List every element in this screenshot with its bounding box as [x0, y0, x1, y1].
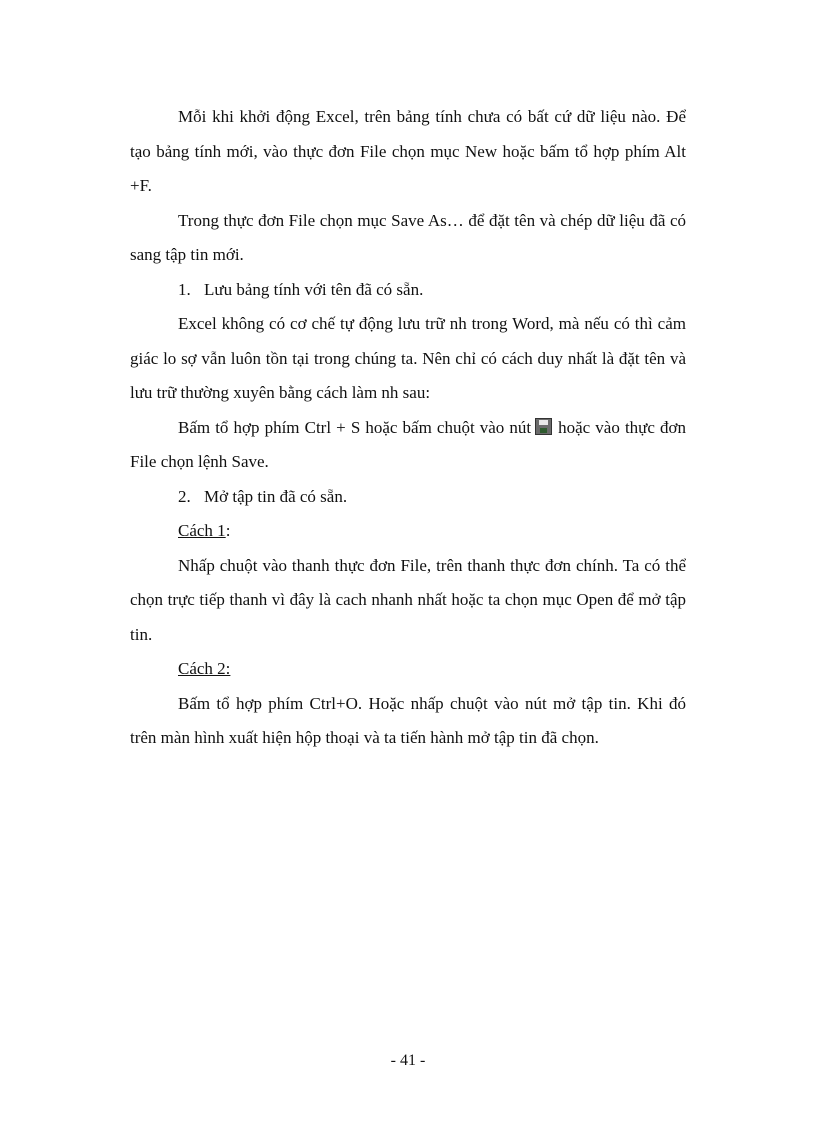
list-number: 2.	[178, 486, 191, 506]
page-body	[130, 100, 686, 756]
paragraph-autosave-note: Excel không có cơ chế tự động lưu trữ nh trong Word, mà nếu có thì cảm giác lo sợ vẫn luôn tồn tại trong chúng ta. Nên chỉ có cách duy nhất là đặt tên và lưu trữ thường xuyên bằng cách làm nh sau:	[130, 314, 686, 402]
method-1-heading	[130, 514, 686, 549]
floppy-disk-save-icon	[535, 418, 552, 435]
ctrl-s-text-before: Bấm tổ hợp phím Ctrl + S hoặc bấm chuột vào nút	[178, 417, 532, 437]
ctrl-s-text-after: hoặc vào thực đơn File chọn lệnh Save.	[130, 417, 686, 471]
method-1-label: Cách 1	[178, 521, 226, 540]
page-number: - 41 -	[390, 1052, 426, 1069]
list-number: 1.	[178, 279, 191, 299]
method-1-colon: :	[225, 521, 231, 540]
method-2-heading	[130, 652, 686, 687]
list-item-text: Lưu bảng tính với tên đã có sẵn.	[204, 279, 424, 299]
list-item-open-existing	[130, 480, 686, 515]
paragraph-new-workbook: Mỗi khi khởi động Excel, trên bảng tính chưa có bất cứ dữ liệu nào. Để tạo bảng tính mới, vào thực đơn File chọn mục New hoặc bấm tổ hợp phím Alt +F.	[130, 107, 686, 195]
paragraph-save-as: Trong thực đơn File chọn mục Save As… để đặt tên và chép dữ liệu đã có sang tập tin mới.	[130, 210, 686, 264]
paragraph-method-2: Bấm tổ hợp phím Ctrl+O. Hoặc nhấp chuột vào nút mở tập tin. Khi đó trên màn hình xuất hiện hộp thoại và ta tiến hành mở tập tin đã chọn.	[130, 693, 686, 747]
paragraph-method-1: Nhấp chuột vào thanh thực đơn File, trên thanh thực đơn chính. Ta có thể chọn trực tiếp thanh vì đây là cach nhanh nhất hoặc ta chọn mục Open để mở tập tin.	[130, 555, 686, 644]
method-2-label: Cách 2:	[178, 659, 231, 678]
list-item-save-existing	[130, 273, 686, 308]
paragraph-ctrl-s	[130, 411, 686, 480]
list-item-text: Mở tập tin đã có sẵn.	[204, 486, 348, 506]
